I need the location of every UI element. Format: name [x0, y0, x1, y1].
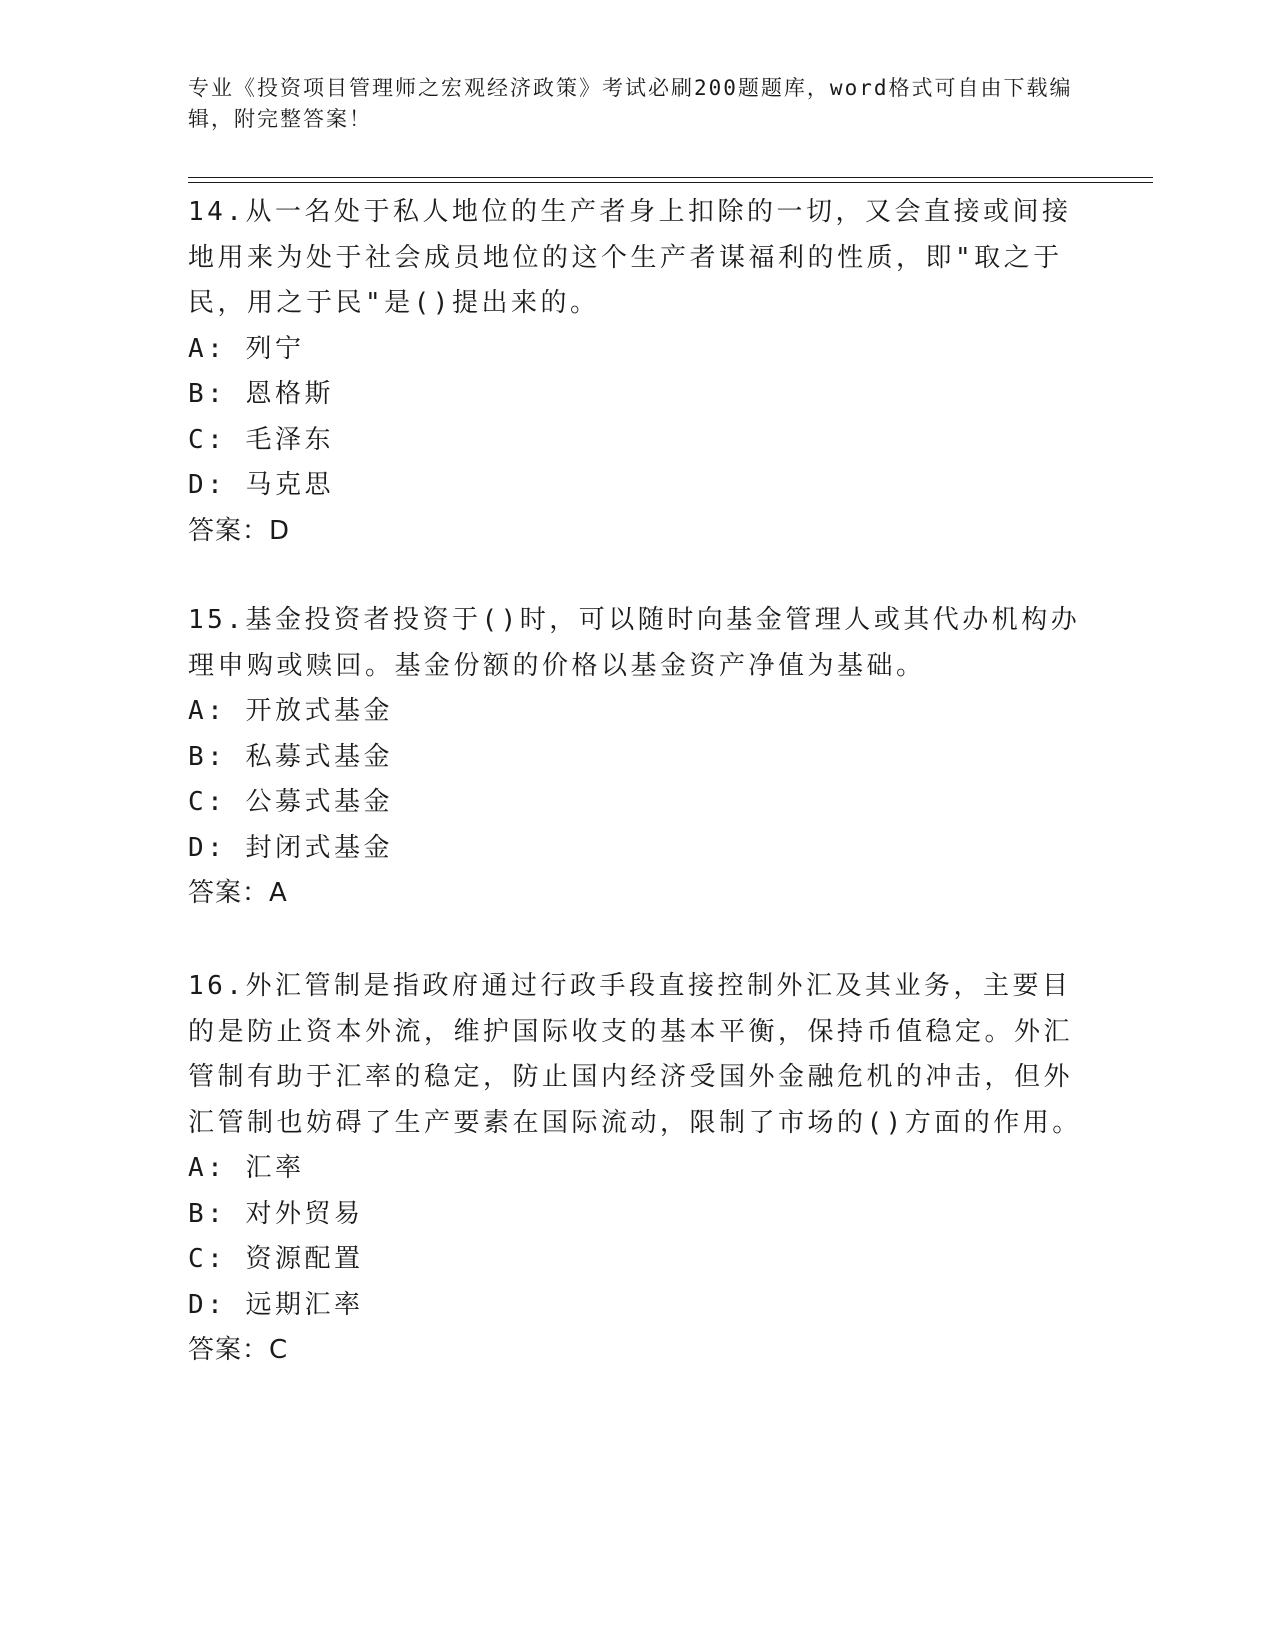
- document-header: 专业《投资项目管理师之宏观经济政策》考试必刷200题题库，word格式可自由下载编辑，附完整答案！: [188, 76, 1073, 131]
- question-stem: 16.外汇管制是指政府通过行政手段直接控制外汇及其业务，主要目的是防止资本外流，维护国际收支的基本平衡，保持币值稳定。外汇管制有助于汇率的稳定，防止国内经济受国外金融危机的冲击，但外汇管制也妨碍了生产要素在国际流动，限制了市场的()方面的作用。: [188, 971, 1082, 1138]
- question-16: [188, 964, 1088, 1374]
- header-divider-bottom: [188, 182, 1153, 183]
- answer: 答案：C: [188, 1335, 289, 1365]
- option-d: D: 马克思: [188, 470, 334, 500]
- option-b: B: 恩格斯: [188, 379, 334, 409]
- answer: 答案：A: [188, 878, 288, 908]
- question-stem: 15.基金投资者投资于()时，可以随时向基金管理人或其代办机构办理申购或赎回。基金份额的价格以基金资产净值为基础。: [188, 605, 1081, 681]
- option-c: C: 资源配置: [188, 1244, 364, 1274]
- option-a: A: 汇率: [188, 1153, 305, 1183]
- option-d: D: 封闭式基金: [188, 832, 393, 863]
- answer: 答案：D: [188, 515, 291, 546]
- option-c: C: 毛泽东: [188, 424, 334, 455]
- option-b: B: 私募式基金: [188, 741, 393, 772]
- header-divider-top: [188, 177, 1153, 178]
- option-b: B: 对外贸易: [188, 1198, 364, 1229]
- option-a: A: 列宁: [188, 333, 305, 364]
- question-stem: 14.从一名处于私人地位的生产者身上扣除的一切，又会直接或间接地用来为处于社会成员地位的这个生产者谋福利的性质，即"取之于民，用之于民"是()提出来的。: [188, 197, 1072, 318]
- option-c: C: 公募式基金: [188, 787, 393, 817]
- option-a: A: 开放式基金: [188, 696, 393, 726]
- question-14: [188, 190, 1088, 554]
- question-15: [188, 598, 1088, 917]
- option-d: D: 远期汇率: [188, 1289, 364, 1320]
